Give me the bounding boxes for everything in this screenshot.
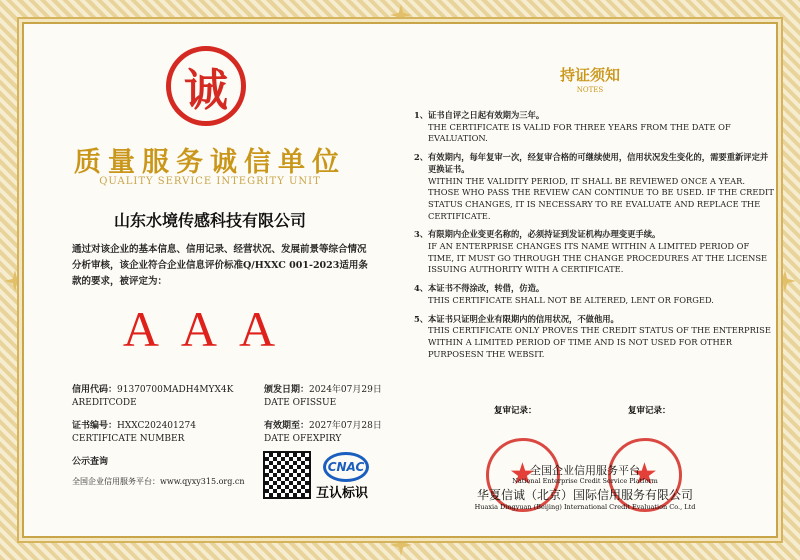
- notes-list: [414, 110, 774, 367]
- label: 有效期至：: [264, 421, 310, 431]
- rating: AAA: [122, 301, 298, 357]
- note-zh: 本证书只证明企业有限期内的信用状况，不做他用。: [428, 313, 619, 324]
- issuer-zh-2: 华夏信诚（北京）国际信用服务有限公司: [476, 488, 693, 502]
- certificate-title: 质量服务诚信单位: [74, 147, 346, 178]
- expiry-date-field: [264, 420, 382, 446]
- note-number: 2、: [414, 152, 429, 163]
- company-name: 山东水境传感科技有限公司: [113, 211, 306, 230]
- note-item: [414, 110, 774, 145]
- issuer-zh-1: 全国企业信用服务平台: [530, 464, 640, 477]
- cert-number-field: [72, 420, 196, 446]
- note-number: 4、: [414, 283, 429, 294]
- label: 颁发日期：: [264, 385, 310, 395]
- note-en: THE CERTIFICATE IS VALID FOR THREE YEARS FROM THE DATE OF EVALUATION.: [428, 121, 731, 144]
- note-en: THIS CERTIFICATE SHALL NOT BE ALTERED, LENT OR FORGED.: [428, 294, 714, 305]
- note-number: 1、: [414, 110, 429, 120]
- note-zh: 有限期内企业变更名称的，必须持证到发证机构办理变更手续。: [428, 229, 661, 240]
- label-en: DATE OFEXPIRY: [264, 434, 342, 444]
- credit-code: 91370700MADH4MYX4K: [117, 385, 234, 395]
- issuer-en-1: National Enterprise Credit Service Platform: [512, 477, 658, 485]
- qr-code[interactable]: [263, 451, 311, 499]
- cnac-text: CNAC: [327, 460, 365, 474]
- note-item: [414, 229, 774, 276]
- label-en: DATE OFISSUE: [264, 398, 337, 408]
- note-zh: 本证书不得涂改，转借，仿造。: [428, 283, 545, 294]
- review-record-1: 复审记录：: [494, 406, 537, 416]
- note-item: [414, 314, 774, 361]
- cnac-logo: [323, 452, 369, 482]
- review-record-2: 复审记录：: [628, 406, 671, 416]
- note-number: 3、: [414, 229, 429, 240]
- notes-title-en: NOTES: [576, 86, 604, 94]
- label: 信用代码：: [72, 385, 118, 395]
- platform-link[interactable]: 全国企业信用服务平台：www.qyxy315.org.cn: [72, 477, 245, 486]
- query-label: 公示查询: [72, 457, 109, 467]
- label-en: CERTIFICATE NUMBER: [72, 434, 185, 444]
- note-zh: 有效期内，每年复审一次，经复审合格的可继续使用，信用状况发生变化的，需要重新评定并更换证书。: [428, 152, 769, 174]
- note-en: IF AN ENTERPRISE CHANGES ITS NAME WITHIN A LIMITED PERIOD OF TIME, IT MUST GO THROUGH THE CHANGE PROCEDURES AT THE LICENSE ISSUING AUTHORITY WITH A CERTIFICATE.: [428, 241, 768, 275]
- label: 证书编号：: [72, 421, 118, 431]
- issue-date-field: [264, 384, 382, 410]
- note-en: WITHIN THE VALIDITY PERIOD, IT SHALL BE REVIEWED ONCE A YEAR. THOSE WHO PASS THE REVIEW CAN CONTINUE TO BE USED. IF THE CREDIT STATUS CHANGES, IT IS NECESSARY TO RE EVALUATE AND REPLACE THE CERTIFICATE.: [428, 175, 774, 221]
- notes-title: 持证须知: [559, 66, 620, 84]
- mutual-recognition-label: 互认标识: [316, 486, 369, 501]
- statement-text: 通过对该企业的基本信息、信用记录、经营状况、发展前景等综合情况分析审核，该企业符合企业信息评价标准Q/HXXC 001-2023适用条款的要求，被评定为：: [72, 244, 368, 287]
- integrity-logo: [166, 46, 246, 126]
- note-en: THIS CERTIFICATE ONLY PROVES THE CREDIT STATUS OF THE ENTERPRISE WITHIN A LIMITED PERIOD OF TIME AND IS NOT USED FOR OTHER PURPOSESN THE WEBSIT.: [428, 325, 771, 359]
- note-item: [414, 283, 774, 306]
- label-en: AREDITCODE: [72, 398, 137, 408]
- note-item: [414, 152, 774, 222]
- logo-glyph: 诚: [184, 65, 228, 116]
- issuer-en-2: Huaxia Dingyuan (Beijing) International Credit Evaluation Co., Ltd: [474, 503, 696, 511]
- note-number: 5、: [414, 313, 429, 324]
- certificate-subtitle: QUALITY SERVICE INTEGRITY UNIT: [99, 176, 321, 187]
- credit-code-field: [72, 384, 233, 410]
- issue-date: 2024年07月29日: [309, 385, 382, 395]
- expiry-date: 2027年07月28日: [309, 421, 382, 431]
- cert-number: HXXC202401274: [117, 421, 196, 431]
- note-zh: 证书自评之日起有效期为三年。: [428, 110, 545, 120]
